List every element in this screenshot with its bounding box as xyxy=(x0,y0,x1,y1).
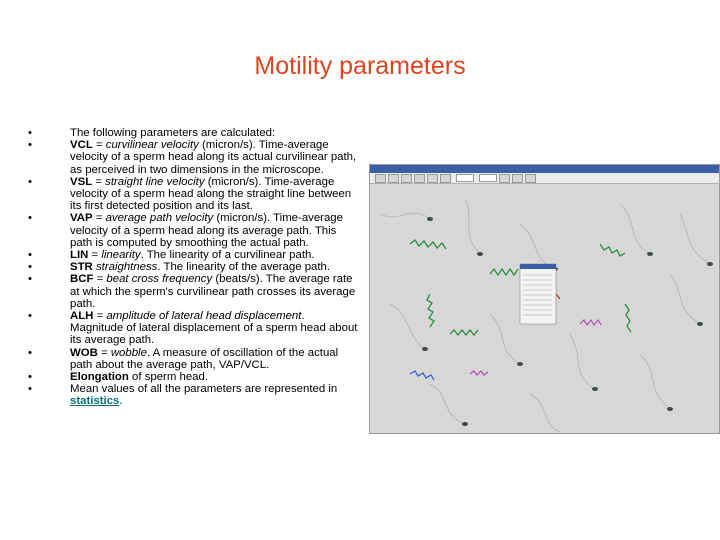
toolbar-field xyxy=(479,174,497,182)
list-item xyxy=(28,347,358,371)
list-item xyxy=(28,261,358,273)
bullet-icon: • xyxy=(28,249,32,262)
parameter-term: LIN xyxy=(70,249,89,262)
item-text: The following parameters are calculated: xyxy=(70,127,276,139)
bullet-icon: • xyxy=(28,346,32,359)
parameter-definition: beat cross frequency xyxy=(106,273,213,286)
list-item xyxy=(28,371,358,383)
bullet-icon: • xyxy=(28,383,32,396)
toolbar-button xyxy=(440,174,451,183)
item-text: . xyxy=(119,395,123,408)
item-text: (micron/s). Time-average velocity of a sperm head along its average path. This path is computed by smoothing the actual path. xyxy=(70,212,343,249)
toolbar-button xyxy=(499,174,510,183)
parameter-term: Elongation xyxy=(70,371,129,384)
parameter-definition: wobble xyxy=(110,346,147,359)
item-text: Mean values of all the parameters are represented in xyxy=(70,383,338,396)
item-text: of sperm head. xyxy=(128,371,209,384)
toolbar-button xyxy=(388,174,399,183)
list-item xyxy=(28,139,358,176)
parameter-definition: straightness xyxy=(95,261,158,274)
toolbar-button xyxy=(401,174,412,183)
toolbar-button xyxy=(427,174,438,183)
software-screenshot xyxy=(369,164,720,434)
item-text: = xyxy=(93,310,107,323)
parameter-definition: amplitude of lateral head displacement xyxy=(106,310,302,323)
bullet-icon: • xyxy=(28,273,32,286)
parameter-definition: linearity xyxy=(101,249,141,262)
item-text: = xyxy=(88,249,102,262)
parameter-definition: average path velocity xyxy=(105,212,214,225)
parameter-term: WOB xyxy=(70,346,98,359)
parameter-term: BCF xyxy=(70,273,94,286)
parameter-term: STR xyxy=(70,261,93,274)
item-text: (micron/s). Time-average velocity of a sperm head along its actual curvilinear path, as perceived in two dimensions in the microscope. xyxy=(70,139,357,176)
parameter-term: VSL xyxy=(70,175,93,188)
item-text: (micron/s). Time-average velocity of a sperm head along the straight line between its first detected position and its last. xyxy=(70,175,352,213)
bullet-icon: • xyxy=(28,310,32,323)
bullet-icon: • xyxy=(28,127,32,139)
item-text: = xyxy=(93,273,107,286)
item-text: = xyxy=(92,212,106,225)
toolbar-field xyxy=(456,174,474,182)
parameter-list xyxy=(28,127,358,408)
list-item xyxy=(28,127,358,139)
bullet-icon: • xyxy=(28,371,32,384)
item-text: = xyxy=(97,346,111,359)
list-item xyxy=(28,249,358,261)
bullet-icon: • xyxy=(28,261,32,274)
parameter-definition: curvilinear velocity xyxy=(105,139,199,152)
toolbar-button xyxy=(525,174,536,183)
parameter-definition: straight line velocity xyxy=(105,175,205,188)
bullet-icon: • xyxy=(28,139,32,152)
list-item xyxy=(28,212,358,249)
list-item xyxy=(28,176,358,213)
parameter-term: VCL xyxy=(70,139,93,152)
toolbar-button xyxy=(512,174,523,183)
list-item xyxy=(28,383,358,407)
toolbar-button xyxy=(414,174,425,183)
item-text: . The linearity of the average path. xyxy=(157,261,331,274)
screenshot-titlebar xyxy=(370,165,719,173)
parameter-term: VAP xyxy=(70,212,93,225)
item-text: . Magnitude of lateral displacement of a sperm head about its average path. xyxy=(70,310,358,347)
item-text: = xyxy=(92,175,106,188)
item-text: . The linearity of a curvilinear path. xyxy=(140,249,315,262)
screenshot-toolbar xyxy=(370,173,719,184)
item-text: (beats/s). The average rate at which the sperm's curvilinear path crosses its average path. xyxy=(70,273,356,310)
list-item xyxy=(28,310,358,347)
slide-title: Motility parameters xyxy=(254,52,466,80)
bullet-icon: • xyxy=(28,175,32,188)
toolbar-button xyxy=(375,174,386,183)
list-item xyxy=(28,273,358,310)
item-text: = xyxy=(92,139,106,152)
statistics-link[interactable]: statistics xyxy=(70,395,120,408)
sperm-micrograph xyxy=(370,184,719,433)
bullet-icon: • xyxy=(28,212,32,225)
parameter-term: ALH xyxy=(70,310,94,323)
item-text: . A measure of oscillation of the actual path about the average path, VAP/VCL. xyxy=(70,346,339,371)
